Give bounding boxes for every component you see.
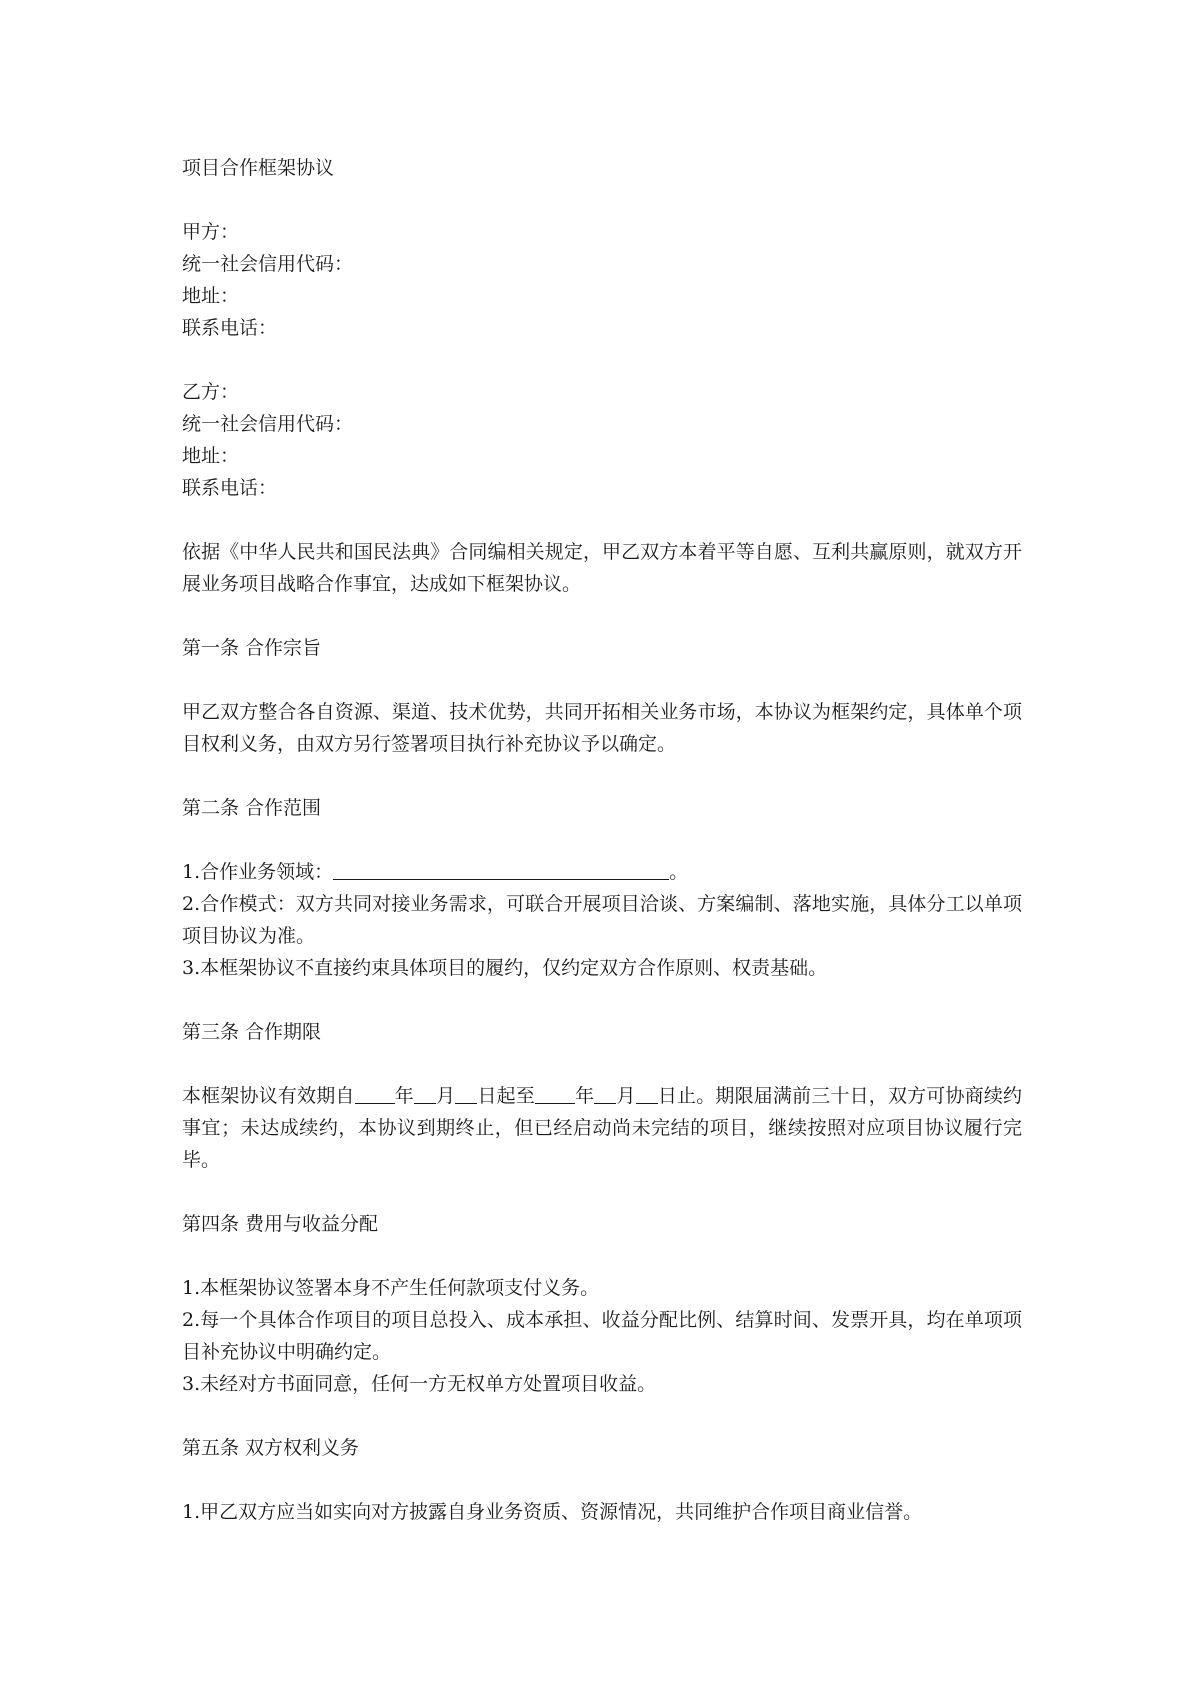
spacer: [182, 760, 1022, 792]
article-4-item-3: 3.未经对方书面同意，任何一方无权单方处置项目收益。: [182, 1373, 657, 1395]
spacer: [182, 1400, 1022, 1432]
article-4-item-1: 1.本框架协议签署本身不产生任何款项支付义务。: [182, 1277, 600, 1299]
article-2-heading: 第二条 合作范围: [182, 797, 322, 819]
spacer: [182, 504, 1022, 536]
start-month-label: 月: [435, 1085, 456, 1107]
article-1-body: 甲乙双方整合各自资源、渠道、技术优势，共同开拓相关业务市场，本协议为框架约定，具体单个项目权利义务，由双方另行签署项目执行补充协议予以确定。: [182, 701, 1022, 755]
spacer: [182, 600, 1022, 632]
end-day-label: 日止。: [657, 1085, 716, 1107]
article-3-heading: 第三条 合作期限: [182, 1021, 322, 1043]
article-4-item-2: 2.每一个具体合作项目的项目总投入、成本承担、收益分配比例、结算时间、发票开具，均在单项项目补充协议中明确约定。: [182, 1309, 1022, 1363]
start-year-blank: [355, 1081, 395, 1104]
spacer: [182, 664, 1022, 696]
spacer: [182, 184, 1022, 216]
party-b-block: [182, 376, 1022, 504]
party-b-phone-label: 联系电话：: [182, 477, 278, 499]
party-b-address-label: 地址：: [182, 445, 240, 467]
end-month-blank: [594, 1081, 616, 1104]
article-5-item-1: 1.甲乙双方应当如实向对方披露自身业务资质、资源情况，共同维护合作项目商业信誉。: [182, 1501, 923, 1523]
party-a-phone-label: 联系电话：: [182, 317, 278, 339]
article-4-heading: 第四条 费用与收益分配: [182, 1213, 379, 1235]
start-month-blank: [414, 1081, 436, 1104]
spacer: [182, 1176, 1022, 1208]
preamble-paragraph: 依据《中华人民共和国民法典》合同编相关规定，甲乙双方本着平等自愿、互利共赢原则，就双方开展业务项目战略合作事宜，达成如下框架协议。: [182, 541, 1022, 595]
party-a-block: [182, 216, 1022, 344]
spacer: [182, 824, 1022, 856]
term-text-start: 本框架协议有效期自: [182, 1085, 355, 1107]
end-year-blank: [535, 1081, 575, 1104]
party-a-address-label: 地址：: [182, 285, 240, 307]
party-b-credit-code-label: 统一社会信用代码：: [182, 413, 354, 435]
business-field-blank: [333, 857, 669, 880]
spacer: [182, 1048, 1022, 1080]
spacer: [182, 344, 1022, 376]
article-2-item-1-label: 1.合作业务领域：: [182, 861, 334, 883]
article-3-body: [182, 1080, 1022, 1176]
document-title: 项目合作框架协议: [182, 157, 335, 179]
start-day-blank: [455, 1081, 477, 1104]
start-year-label: 年: [394, 1085, 414, 1107]
party-a-name-label: 甲方：: [182, 221, 240, 243]
article-2-item-1-end: 。: [669, 861, 689, 883]
document-page: [182, 152, 1022, 1528]
term-text-rest: 期限届满前三十日，双方可协商续约事宜；未达成续约，本协议到期终止，但已经启动尚未完结的项目，继续按照对应项目协议履行完毕。: [182, 1085, 1022, 1171]
party-b-name-label: 乙方：: [182, 381, 240, 403]
article-2-item-2: 2.合作模式：双方共同对接业务需求，可联合开展项目洽谈、方案编制、落地实施，具体分工以单项项目协议为准。: [182, 893, 1022, 947]
article-2-item-1: [182, 856, 1022, 888]
article-2-item-3: 3.本框架协议不直接约束具体项目的履约，仅约定双方合作原则、权责基础。: [182, 957, 828, 979]
end-month-label: 月: [616, 1085, 636, 1107]
end-day-blank: [636, 1081, 658, 1104]
article-5-heading: 第五条 双方权利义务: [182, 1437, 360, 1459]
end-year-label: 年: [574, 1085, 595, 1107]
spacer: [182, 984, 1022, 1016]
party-a-credit-code-label: 统一社会信用代码：: [182, 253, 354, 275]
spacer: [182, 1464, 1022, 1496]
start-day-label: 日起至: [477, 1085, 535, 1107]
spacer: [182, 1240, 1022, 1272]
article-1-heading: 第一条 合作宗旨: [182, 637, 322, 659]
